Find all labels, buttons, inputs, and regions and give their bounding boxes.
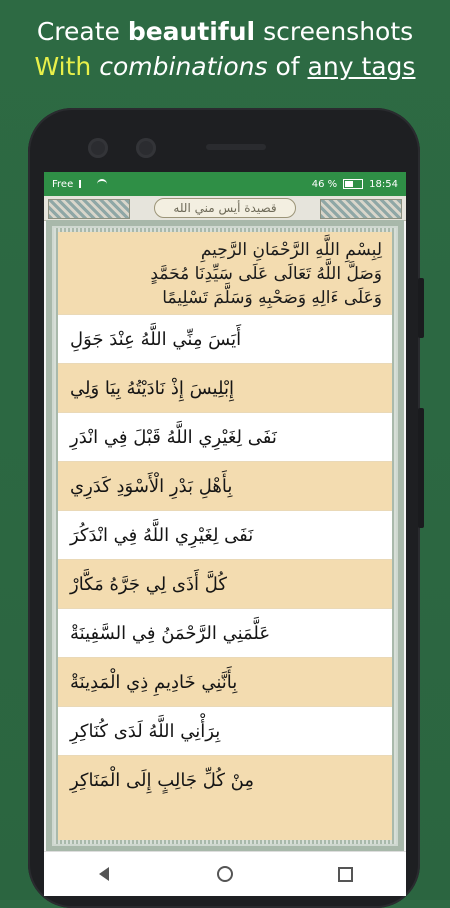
ornament-right xyxy=(320,199,402,219)
poem-header xyxy=(44,196,406,221)
navigation-bar xyxy=(44,851,406,896)
intro-line: وَعَلَى ءَالِهِ وَصَحْبِهِ وَسَلَّمَ تَسْلِيمًا xyxy=(162,288,382,308)
poem-content[interactable] xyxy=(58,232,392,840)
promo-line2-underline: any tags xyxy=(307,52,416,81)
back-button[interactable] xyxy=(84,854,124,894)
poem-title: قصيدة أيس مني الله xyxy=(154,198,295,218)
wifi-icon xyxy=(97,179,107,189)
phone-screen xyxy=(44,172,406,896)
ornament-left xyxy=(48,199,130,219)
earpiece-speaker xyxy=(206,144,266,150)
promo-line1-prefix: Create xyxy=(36,17,128,46)
promo-line1-suffix: screenshots xyxy=(255,17,414,46)
volume-button xyxy=(418,408,424,528)
verse-row[interactable]: إِبْلِيسَ إِذْ نَادَيْتُهُ بِيَا وَلِي xyxy=(58,363,392,412)
verse-row[interactable]: مِنْ كُلِّ جَالِبٍ إِلَى الْمَنَاكِرِ xyxy=(58,755,392,804)
promo-line2-italic: combinations xyxy=(99,52,268,81)
battery-icon xyxy=(343,179,363,189)
intro-line: لِبِسْمِ اللَّهِ الرَّحْمَانِ الرَّحِيمِ xyxy=(200,240,382,260)
verse-row[interactable]: بِأَنَّنِي خَادِيمِ ذِي الْمَدِينَةْ xyxy=(58,657,392,706)
intro-line: وَصَلَّ اللَّهُ تَعَالَى عَلَى سَيِّدِنَا مُحَمَّدٍ xyxy=(150,264,382,284)
home-button[interactable] xyxy=(205,854,245,894)
basmala-block xyxy=(58,232,392,314)
ornamental-frame xyxy=(46,220,404,852)
promo-line1-bold: beautiful xyxy=(127,17,256,46)
carrier-label: Free xyxy=(52,178,74,190)
verse-row[interactable]: كُلَّ أَذَى لِي جَرَّهُ مَكَّارْ xyxy=(58,559,392,608)
promo-line2-prefix: With xyxy=(34,52,100,81)
home-icon xyxy=(217,866,233,882)
promo-line2-mid: of xyxy=(267,52,308,81)
recents-button[interactable] xyxy=(326,854,366,894)
verse-row[interactable]: عَلَّمَنِي الرَّحْمَنُ فِي السَّفِينَةْ xyxy=(58,608,392,657)
verse-row[interactable]: بِأَهْلِ بَدْرِ الْأَسْوَدِ كَدَرِي xyxy=(58,461,392,510)
verse-row[interactable]: نَفَى لِغَيْرِي اللَّهُ قَبْلَ فِي انْدَرِ xyxy=(58,412,392,461)
verse-row[interactable]: أَيَسَ مِنِّي اللَّهُ عِنْدَ جَوَلِ xyxy=(58,314,392,363)
back-icon xyxy=(99,867,109,881)
front-camera-icon xyxy=(88,138,108,158)
verse-row[interactable]: نَفَى لِغَيْرِي اللَّهُ فِي انْدَكُرَ xyxy=(58,510,392,559)
clock: 18:54 xyxy=(369,178,398,190)
promo-caption xyxy=(0,14,450,84)
signal-icon xyxy=(79,180,91,188)
recents-icon xyxy=(338,867,353,882)
status-bar xyxy=(44,172,406,196)
verse-row[interactable]: بِرَأْنِي اللَّهُ لَدَى كُنَاكِرِ xyxy=(58,706,392,755)
sensor-icon xyxy=(136,138,156,158)
battery-percent: 46 % xyxy=(311,178,338,190)
power-button xyxy=(418,278,424,338)
